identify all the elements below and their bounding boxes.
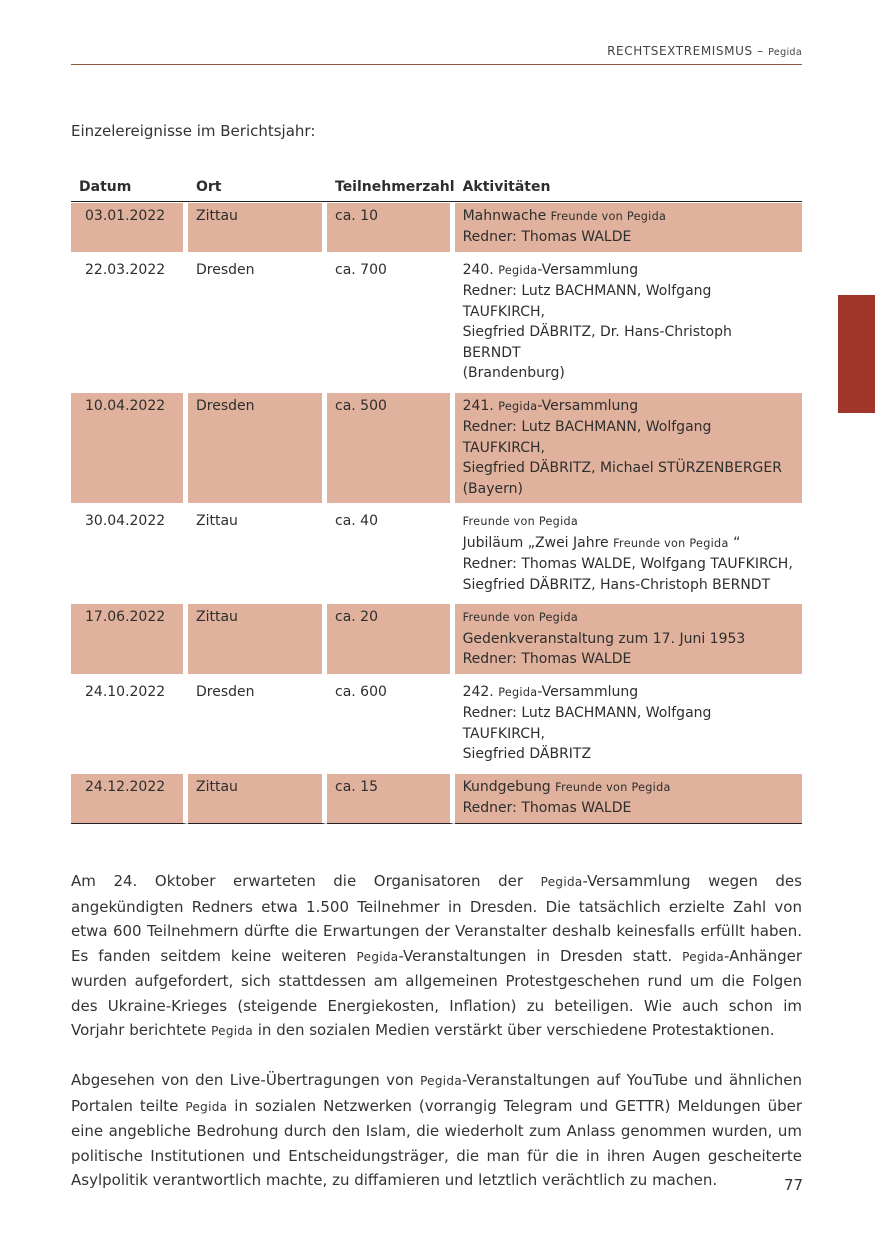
cell-datum: 22.03.2022 xyxy=(71,252,188,388)
body-paragraph: Abgesehen von den Live-Übertragungen von Pegida-Veranstaltungen auf YouTube und ähnlichen Portalen teilte Pegida in sozialen Netzwerken (vorrangig Telegram und GETTR) Meldungen über eine angebliche Bedrohung durch den Islam, die wiederholt zum Anlass genommen wurden, um politische Institutionen und Entscheidungsträger, die man für die in ihren Augen gescheiterte Asylpolitik verantwortlich machte, zu diffamieren und letztlich verächtlich zu machen. xyxy=(71,1071,802,1189)
cell-aktivitaeten xyxy=(455,503,802,599)
events-table-body xyxy=(71,202,802,824)
cell-datum: 10.04.2022 xyxy=(71,388,188,504)
table-row xyxy=(71,202,802,252)
page-number: 77 xyxy=(784,1176,804,1194)
table-row xyxy=(71,599,802,674)
header-section: RECHTSEXTREMISMUS – xyxy=(607,44,769,58)
cell-teilnehmerzahl: ca. 40 xyxy=(327,503,455,599)
cell-datum: 24.12.2022 xyxy=(71,769,188,824)
cell-aktivitaeten xyxy=(455,769,802,824)
events-table xyxy=(71,173,802,824)
activity-line: Redner: Thomas WALDE xyxy=(462,651,632,667)
cell-teilnehmerzahl: ca. 700 xyxy=(327,252,455,388)
cell-aktivitaeten xyxy=(455,388,802,504)
header-teilnehmerzahl: Teilnehmerzahl xyxy=(327,173,455,202)
activity-line: Redner: Lutz BACHMANN, Wolfgang TAUFKIRCH, xyxy=(462,419,712,456)
activity-line: (Brandenburg) xyxy=(462,365,565,381)
cell-ort: Zittau xyxy=(188,202,327,252)
body-paragraph: Am 24. Oktober erwarteten die Organisatoren der Pegida-Versammlung wegen des angekündigten Redners etwa 1.500 Teilnehmer in Dresden. Die tatsächlich erzielte Zahl von etwa 600 Teilnehmern dürfte die Erwartungen der Veranstalter deshalb keinesfalls erfüllt haben. Es fanden seitdem keine weiteren Pegida-Veranstaltungen in Dresden statt. Pegida-Anhänger wurden aufgefordert, sich stattdessen am allgemeinen Protestgeschehen rund um die Folgen des Ukraine-Krieges (steigende Energiekosten, Inflation) zu beteiligen. Wie auch schon im Vorjahr berichtete Pegida in den sozialen Medien verstärkt über verschiedene Protestaktionen. xyxy=(71,872,802,1039)
activity-line: Jubiläum „Zwei Jahre Freunde von Pegida “ xyxy=(462,534,741,551)
table-header-row xyxy=(71,173,802,202)
activity-line: Freunde von Pegida xyxy=(462,515,579,528)
activity-line: Freunde von Pegida xyxy=(462,611,579,624)
running-header xyxy=(71,44,802,65)
cell-ort: Zittau xyxy=(188,599,327,674)
table-row xyxy=(71,388,802,504)
activity-line: 240. Pegida-Versammlung xyxy=(462,261,639,278)
activity-line: Siegfried DÄBRITZ, Dr. Hans-Christoph BERNDT xyxy=(462,324,732,361)
cell-datum: 17.06.2022 xyxy=(71,599,188,674)
header-subsection: Pegida xyxy=(768,47,802,58)
table-row xyxy=(71,252,802,388)
activity-line: Kundgebung Freunde von Pegida xyxy=(462,778,671,795)
cell-aktivitaeten xyxy=(455,252,802,388)
activity-line: 242. Pegida-Versammlung xyxy=(462,683,639,700)
cell-ort: Zittau xyxy=(188,503,327,599)
activity-line: Gedenkveranstaltung zum 17. Juni 1953 xyxy=(462,630,746,647)
cell-teilnehmerzahl: ca. 10 xyxy=(327,202,455,252)
cell-datum: 03.01.2022 xyxy=(71,202,188,252)
cell-teilnehmerzahl: ca. 600 xyxy=(327,674,455,769)
cell-aktivitaeten xyxy=(455,674,802,769)
cell-ort: Dresden xyxy=(188,252,327,388)
cell-datum: 30.04.2022 xyxy=(71,503,188,599)
cell-ort: Dresden xyxy=(188,388,327,504)
cell-aktivitaeten xyxy=(455,202,802,252)
table-row xyxy=(71,769,802,824)
cell-teilnehmerzahl: ca. 20 xyxy=(327,599,455,674)
activity-line: Redner: Lutz BACHMANN, Wolfgang TAUFKIRCH, xyxy=(462,705,712,742)
chapter-tab-marker xyxy=(838,295,875,413)
activity-line: Mahnwache Freunde von Pegida xyxy=(462,207,667,224)
table-row xyxy=(71,503,802,599)
activity-line: Siegfried DÄBRITZ, Michael STÜRZENBERGER xyxy=(462,460,782,476)
activity-line: Siegfried DÄBRITZ xyxy=(462,746,592,762)
activity-line: Redner: Thomas WALDE, Wolfgang TAUFKIRCH, xyxy=(462,556,793,572)
cell-aktivitaeten xyxy=(455,599,802,674)
header-ort: Ort xyxy=(188,173,327,202)
header-aktivitaeten: Aktivitäten xyxy=(455,173,802,202)
cell-ort: Zittau xyxy=(188,769,327,824)
running-header-text xyxy=(607,44,802,58)
activity-line: 241. Pegida-Versammlung xyxy=(462,397,639,414)
cell-teilnehmerzahl: ca. 15 xyxy=(327,769,455,824)
cell-datum: 24.10.2022 xyxy=(71,674,188,769)
activity-line: (Bayern) xyxy=(462,480,523,497)
activity-line: Redner: Lutz BACHMANN, Wolfgang TAUFKIRCH, xyxy=(462,283,712,320)
activity-line: Siegfried DÄBRITZ, Hans-Christoph BERNDT xyxy=(462,576,771,593)
cell-teilnehmerzahl: ca. 500 xyxy=(327,388,455,504)
table-row xyxy=(71,674,802,769)
activity-line: Redner: Thomas WALDE xyxy=(462,800,632,816)
cell-ort: Dresden xyxy=(188,674,327,769)
header-datum: Datum xyxy=(71,173,188,202)
activity-line: Redner: Thomas WALDE xyxy=(462,229,632,245)
table-intro: Einzelereignisse im Berichtsjahr: xyxy=(71,122,316,140)
